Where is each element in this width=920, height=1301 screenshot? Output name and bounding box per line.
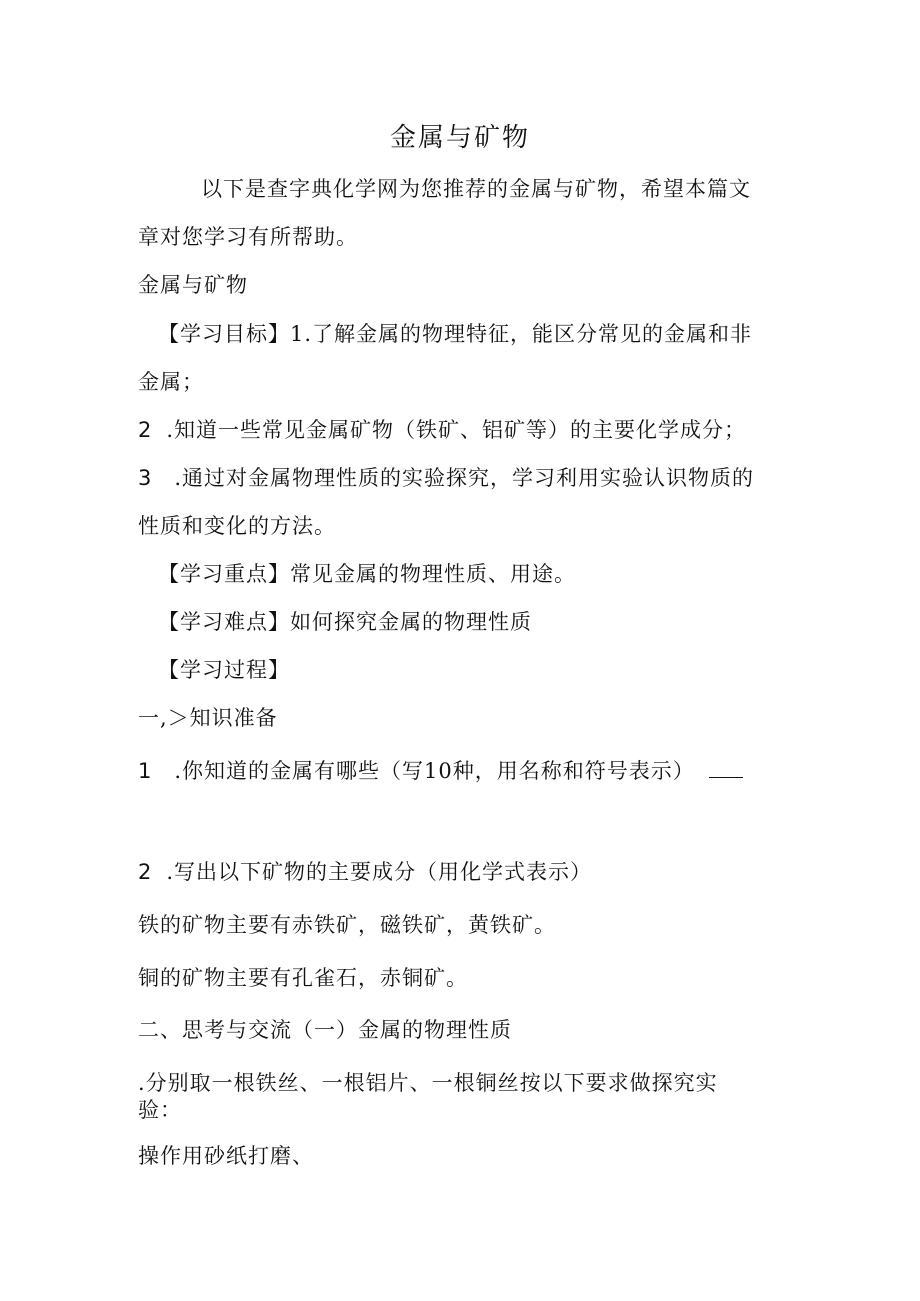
question-1-text: .你知道的金属有哪些（写10种，用名称和符号表示） [174, 759, 695, 783]
objective-3-number: 3 [138, 466, 153, 490]
page-title: 金属与矿物 [389, 123, 530, 153]
intro-line-2: 章对您学习有所帮助。 [138, 225, 358, 249]
section-1-heading: 一,＞知识准备 [138, 706, 278, 730]
subtitle: 金属与矿物 [138, 273, 248, 297]
objectives-line-1: 【学习目标】1.了解金属的物理特征，能区分常见的金属和非 [158, 322, 753, 346]
question-1-number: 1 [138, 759, 153, 783]
experiment-line-2: 验： [138, 1098, 182, 1122]
question-1 [138, 758, 743, 784]
objective-2-text: .知道一些常见金属矿物（铁矿、铝矿等）的主要化学成分； [166, 418, 747, 442]
iron-ores: 铁的矿物主要有赤铁矿，磁铁矿，黄铁矿。 [138, 913, 556, 937]
question-2 [138, 859, 592, 885]
experiment-line-1: .分别取一根铁丝、一根铝片、一根铜丝按以下要求做探究实 [138, 1071, 718, 1095]
answer-blank[interactable] [709, 759, 743, 778]
copper-ores: 铜的矿物主要有孔雀石，赤铜矿。 [138, 966, 468, 990]
question-2-text: .写出以下矿物的主要成分（用化学式表示） [166, 860, 593, 884]
difficult-points: 【学习难点】如何探究金属的物理性质 [158, 610, 532, 634]
question-2-number: 2 [138, 860, 153, 884]
operation-line: 操作用砂纸打磨、 [138, 1144, 314, 1168]
objective-3 [138, 465, 754, 491]
objectives-line-2: 金属； [138, 370, 204, 394]
objective-3-line-2: 性质和变化的方法。 [138, 514, 336, 538]
intro-line-1: 以下是查字典化学网为您推荐的金属与矿物，希望本篇文 [201, 177, 751, 201]
objective-2-number: 2 [138, 418, 153, 442]
learning-process-heading: 【学习过程】 [158, 658, 290, 682]
section-2-heading: 二、思考与交流（一）金属的物理性质 [138, 1018, 512, 1042]
objective-2 [138, 417, 746, 443]
objective-3-text: .通过对金属物理性质的实验探究，学习利用实验认识物质的 [174, 466, 755, 490]
key-points: 【学习重点】常见金属的物理性质、用途。 [158, 562, 576, 586]
